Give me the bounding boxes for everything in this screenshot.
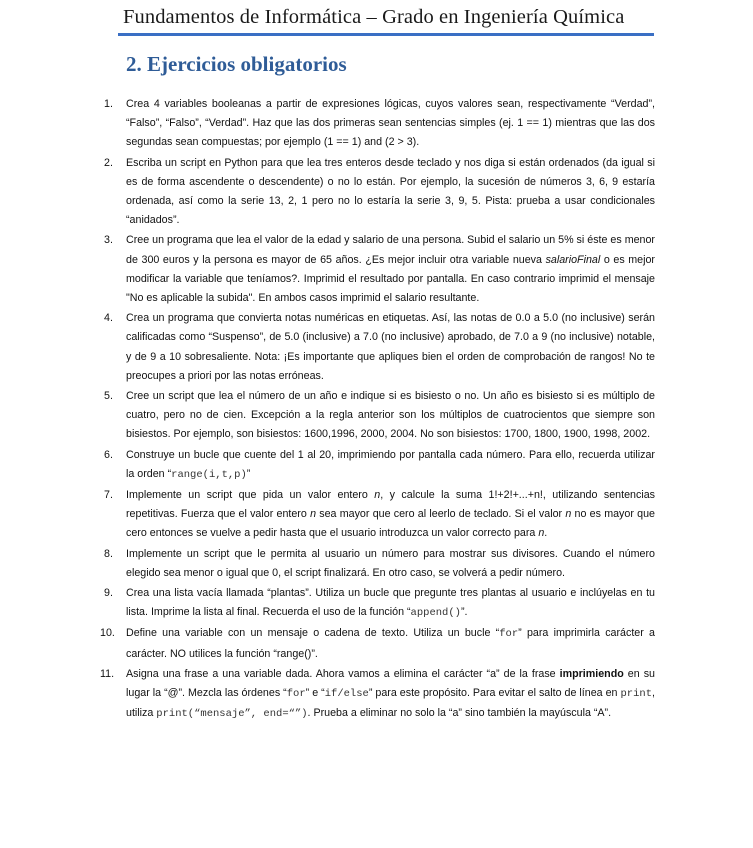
exercise-number: 11. <box>100 667 115 680</box>
exercise-list <box>100 95 655 726</box>
code-snippet: for <box>499 628 519 641</box>
italic-n: n <box>538 527 545 540</box>
code-snippet: append() <box>410 607 461 620</box>
exercise-number: 8. <box>104 547 113 560</box>
exercise-item <box>100 95 655 153</box>
exercise-number: 5. <box>104 390 113 403</box>
emphasized-variable: salarioFinal <box>545 253 601 266</box>
code-snippet: if/else <box>324 688 369 701</box>
exercise-text: Cree un script que lea el número de un año e indique si es bisiesto o no. Un año es bisiesto si es múltiplo de cuatro, pero no de cien. Excepción a la regla anterior son los múltiplos de cuatrocientos que siempre son bisiestos. Por ejemplo, son bisiestos: 1600,1996, 2000, 2004. No son bisiestos: 1700, 1800, 1900, 1998, 2002. <box>126 390 655 441</box>
exercise-text: Crea 4 variables booleanas a partir de expresiones lógicas, cuyos valores sean, respectivamente “Verdad”, “Falso”, “Falso”, “Verdad”. Haz que las dos primeras sean sentencias simples (ej. 1 == 1) mientras que las dos segundas sean compuestas; por ejemplo (1 == 1) and (2 > 3). <box>126 98 655 149</box>
code-snippet: for <box>286 688 306 701</box>
italic-n: n <box>310 508 317 521</box>
code-snippet: range(i,t,p) <box>171 468 247 481</box>
exercise-text: Asigna una frase a una variable dada. Ahora vamos a elimina el carácter “a” de la frase <box>126 667 560 680</box>
exercise-text: Crea un programa que convierta notas numéricas en etiquetas. Así, las notas de 0.0 a 5.0 (no inclusive) serán calificadas como “Suspenso”, de 5.0 (inclusive) a 7.0 (no inclusive) aprobado, de 7.0 a 9 (no inclusive) notable, y de 9 a 10 sobresaliente. Nota: ¡Es importante que apliques bien el orden de comprobación de rangos! No te preocupes a priori por las notas erróneas. <box>126 312 655 382</box>
code-snippet: print(“mensaje”, end=“”) <box>156 708 308 721</box>
exercise-text: ” para imprimirla carácter a carácter. NO utilices la función “range()”. <box>126 627 656 660</box>
exercise-text: . Prueba a eliminar no solo la “a” sino también la mayúscula “A”. <box>307 707 612 720</box>
exercise-item <box>100 309 655 386</box>
exercise-number: 4. <box>104 312 113 325</box>
exercise-item <box>100 154 655 231</box>
exercise-number: 2. <box>104 156 113 169</box>
exercise-text: ” e “ <box>305 687 325 700</box>
exercise-item <box>100 584 655 623</box>
italic-n: n <box>374 489 381 502</box>
exercise-text: no es mayor que cero entonces se vuelve a pedir hasta que el usuario introduzca un valor correcto para <box>126 508 655 540</box>
header-title: Fundamentos de Informática – Grado en Ingeniería Química <box>123 6 625 28</box>
exercise-item <box>100 486 655 544</box>
exercise-item <box>100 231 655 308</box>
exercise-item <box>100 545 655 583</box>
exercise-text: Cree un programa que lea el valor de la edad y salario de una persona. Subid el salario un 5% si éste es menor de 300 euros y la persona es mayor de 65 años. ¿Es mejor incluir otra variable nueva <box>126 234 655 266</box>
exercise-text: ”. <box>460 606 468 619</box>
exercise-number: 1. <box>104 98 113 110</box>
exercise-text: Implemente un script que le permita al usuario un número para mostrar sus divisores. Cuando el número elegido sea menor o igual que 0, el script finalizará. En otro caso, se volverá a pedir número. <box>126 547 655 579</box>
exercise-number: 10. <box>100 627 115 640</box>
exercise-text: Implemente un script que pida un valor entero <box>126 489 375 502</box>
exercise-text: Define una variable con un mensaje o cadena de texto. Utiliza un bucle “ <box>126 627 500 640</box>
exercise-number: 6. <box>104 448 113 461</box>
exercise-item <box>100 665 655 725</box>
bold-word: imprimiendo <box>559 667 624 680</box>
exercise-text: , y calcule la suma 1!+2!+...+n!, utilizando sentencias repetitivas. Fuerza que el valor entero <box>126 489 655 521</box>
exercise-text: , utiliza <box>126 687 655 720</box>
exercise-text: . <box>544 527 548 540</box>
code-snippet: print <box>620 688 652 701</box>
exercise-number: 7. <box>104 489 113 502</box>
exercise-text: ” para este propósito. Para evitar el salto de línea en <box>368 687 621 700</box>
exercise-number: 9. <box>104 587 113 600</box>
exercise-text: Construye un bucle que cuente del 1 al 20, imprimiendo por pantalla cada número. Para ello, recuerda utilizar la orden “ <box>126 448 655 480</box>
section-title: 2. Ejercicios obligatorios <box>126 52 347 76</box>
exercise-text: Escriba un script en Python para que lea tres enteros desde teclado y nos diga si están ordenados (da igual si es de forma ascendente o descendente) o no lo están. Por ejemplo, la sucesión de números 3, 6, 9 estaría ordenada, así como la serie 13, 2, 1 pero no lo estaría la serie 3, 9, 5. Pista: prueba a usar condicionales “anidados”. <box>126 156 655 227</box>
exercise-number: 3. <box>104 234 113 247</box>
exercise-text: sea mayor que cero al leerlo de teclado. Si el valor <box>316 508 566 521</box>
exercise-text: Crea una lista vacía llamada “plantas”. Utiliza un bucle que pregunte tres plantas al usuario e inclúyelas en tu lista. Imprime la lista al final. Recuerda el uso de la función “ <box>126 587 655 619</box>
exercise-text: ” <box>246 467 251 480</box>
exercise-item <box>100 446 655 485</box>
exercise-item <box>100 387 655 445</box>
italic-n: n <box>565 508 572 521</box>
exercise-text: o es mejor modificar la variable que teníamos?. Imprimid el resultado por pantalla. En caso contrario imprimid el mensaje "No es aplicable la subida". En ambos casos imprimid el salario resultante. <box>126 253 655 305</box>
exercise-text: en su lugar la “@”. Mezcla las órdenes “ <box>126 667 655 700</box>
exercise-item <box>100 624 655 663</box>
header-rule <box>118 33 654 36</box>
